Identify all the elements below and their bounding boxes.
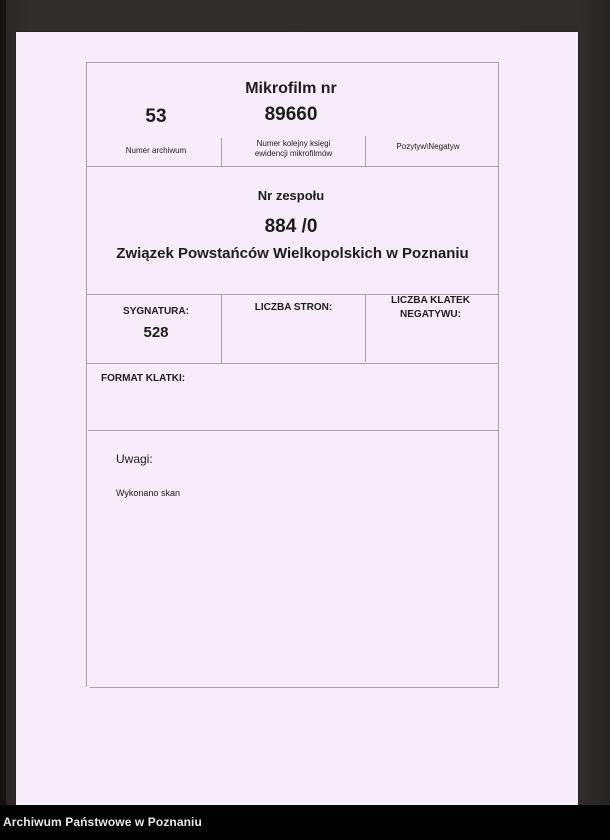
- archive-number-label: Numer archiwum: [125, 146, 187, 155]
- positive-negative-label: Pozytyw\Negatyw: [396, 142, 460, 151]
- form-border-bottom: [90, 687, 499, 688]
- fonds-name: Związek Powstańców Wielkopolskich w Poznaniu: [116, 245, 469, 262]
- fonds-number: 884 /0: [264, 216, 318, 237]
- microfilm-card-sheet: [16, 32, 578, 805]
- notes-text: Wykonano skan: [116, 488, 180, 498]
- frames-label-line2: NEGATYWU:: [400, 309, 461, 320]
- microfilm-number-label-line1: Numer kolejny księgi: [256, 139, 331, 148]
- details-divider-1: [221, 294, 222, 364]
- form-border-left: [86, 62, 87, 687]
- microfilm-number-label-line2: ewidencji mikrofilmów: [254, 149, 333, 158]
- scan-edge-strip: [0, 0, 6, 805]
- form-border-top: [86, 62, 499, 63]
- section-divider-1: [86, 166, 499, 167]
- section-divider-3: [87, 363, 499, 364]
- frames-label-line1: LICZBA KLATEK: [391, 295, 470, 306]
- signature-label: SYGNATURA:: [123, 306, 189, 317]
- footer-bar: [0, 805, 610, 840]
- header-divider-2: [365, 136, 366, 166]
- microfilm-title: Mikrofilm nr: [245, 80, 337, 97]
- microfilm-record-form: [86, 62, 499, 687]
- archive-number: 53: [145, 106, 167, 127]
- signature-value: 528: [143, 324, 169, 341]
- fonds-label: Nr zespołu: [257, 188, 325, 203]
- notes-label: Uwagi:: [116, 452, 153, 466]
- frame-format-label: FORMAT KLATKI:: [101, 373, 186, 384]
- section-divider-4: [88, 430, 499, 431]
- details-divider-2: [365, 294, 366, 362]
- microfilm-number: 89660: [264, 104, 318, 125]
- header-divider-1: [221, 138, 222, 166]
- pages-label: LICZBA STRON:: [254, 302, 333, 313]
- form-border-right: [498, 62, 499, 687]
- archive-caption: Archiwum Państwowe w Poznaniu: [3, 815, 202, 829]
